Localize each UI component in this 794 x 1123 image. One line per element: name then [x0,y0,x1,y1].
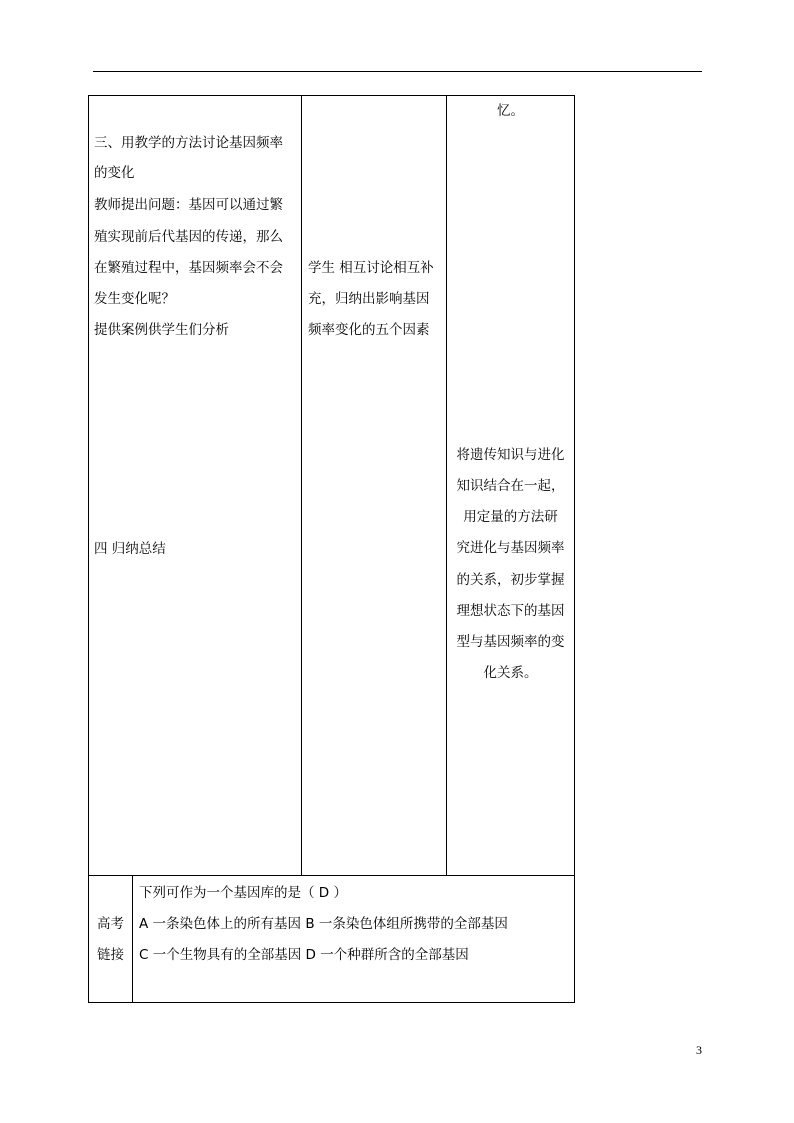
exam-options-line1: A 一条染色体上的所有基因 B 一条染色体组所携带的全部基因 [139,916,508,932]
student-activity-line1: 学生 相互讨论相互补 [308,260,434,276]
design-intent-line5: 的关系，初步掌握 [456,572,565,588]
exam-question: 下列可作为一个基因库的是（ D ） [139,885,347,901]
design-intent-line6: 理想状态下的基因 [456,603,565,619]
case-line: 提供案例供学生们分析 [94,322,229,338]
student-activity-cell [302,96,446,875]
exam-link-label-cell [89,876,132,1002]
teacher-question-line2: 殖实现前后代基因的传递，那么 [94,229,283,245]
design-intent-line2: 知识结合在一起， [456,478,565,494]
teaching-process-cell [89,96,301,875]
student-activity-line2: 充，归纳出影响基因 [308,291,430,307]
design-intent-line8: 化关系。 [483,665,538,681]
page-number: 3 [696,1043,702,1057]
design-intent-line3: 用定量的方法研 [463,509,558,525]
design-intent-line1: 将遗传知识与进化 [456,447,565,463]
section3-title-line2: 的变化 [94,165,135,181]
design-intent-line4: 究进化与基因频率 [456,540,565,556]
exam-options-line2: C 一个生物具有的全部基因 D 一个种群所含的全部基因 [139,947,469,963]
memory-text: 忆。 [497,103,524,119]
exam-link-content-cell [133,876,574,1002]
design-intent-line7: 型与基因频率的变 [456,634,565,650]
header-rule [93,71,702,72]
design-intent-cell [447,96,574,875]
exam-link-label-line1: 高考 [97,916,124,932]
teacher-question-line3: 在繁殖过程中，基因频率会不会 [94,260,283,276]
teacher-question-line4: 发生变化呢？ [94,291,175,307]
teacher-question-line1: 教师提出问题：基因可以通过繁 [94,197,283,213]
student-activity-line3: 频率变化的五个因素 [308,322,430,338]
section4-title: 四 归纳总结 [94,541,166,557]
section3-title-line1: 三、用教学的方法讨论基因频率 [94,135,283,151]
exam-link-label-line2: 链接 [97,947,124,963]
